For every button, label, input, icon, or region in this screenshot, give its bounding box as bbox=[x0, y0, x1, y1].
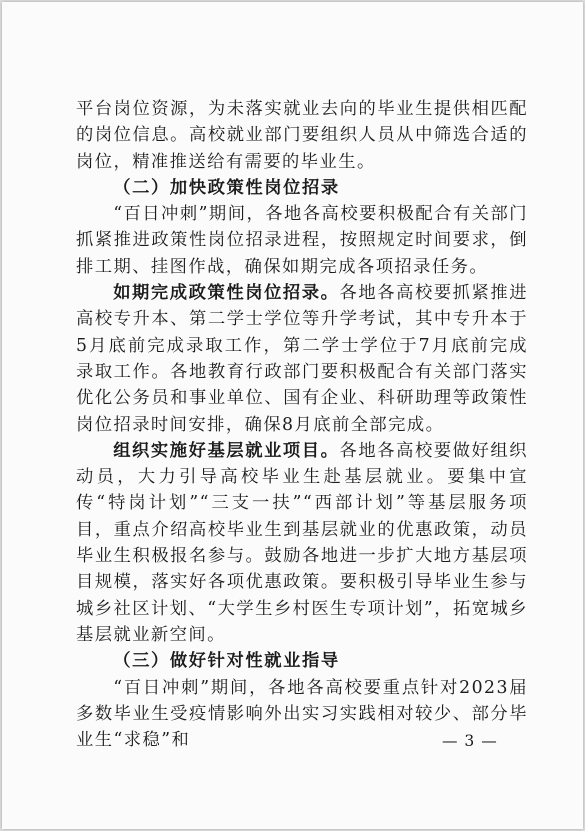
paragraph-continuation bbox=[76, 96, 528, 175]
section-heading-3 bbox=[76, 648, 528, 674]
paragraph-text: “百日冲刺”期间，各地各高校要重点针对2023届多数毕业生受疫情影响外出实习实践相对较少、部分毕业生“求稳”和 bbox=[76, 677, 528, 751]
document-page bbox=[2, 2, 583, 829]
heading-text: （二）加快政策性岗位招录 bbox=[113, 177, 340, 198]
paragraph-text: 平台岗位资源，为未落实就业去向的毕业生提供相匹配的岗位信息。高校就业部门要组织人员从中筛选合适的岗位，精准推送给有需要的毕业生。 bbox=[76, 99, 528, 172]
paragraph-section-2-intro bbox=[76, 201, 528, 280]
paragraph-text: 各地各高校要抓紧推进高校专升本、第二学士学位等升学考试，其中专升本于5月底前完成录取工作，第二学士学位于7月底前完成录取工作。各地教育行政部门要积极配合有关部门落实优化公务员和事业单位、国有企业、科研助理等政策性岗位招录时间安排，确保8月底前全部完成。 bbox=[76, 283, 528, 435]
paragraph-lead: 如期完成政策性岗位招录。 bbox=[113, 283, 340, 304]
paragraph-text: 各地各高校要做好组织动员，大力引导高校毕业生赴基层就业。要集中宣传“特岗计划”“三支一扶”“西部计划”等基层服务项目，重点介绍高校毕业生到基层就业的优惠政策，动员毕业生积极报名参与。鼓励各地进一步扩大地方基层项目规模，落实好各项优惠政策。要积极引导毕业生参与城乡社区计划、“大学生乡村医生专项计划”，拓宽城乡基层就业新空间。 bbox=[76, 440, 528, 645]
page-number: — 3 — bbox=[442, 732, 498, 750]
paragraph-lead: 组织实施好基层就业项目。 bbox=[113, 440, 340, 461]
paragraph-text: “百日冲刺”期间，各地各高校要积极配合有关部门抓紧推进政策性岗位招录进程，按照规定时间要求，倒排工期、挂图作战，确保如期完成各项招录任务。 bbox=[76, 204, 528, 277]
paragraph-grassroots-projects bbox=[76, 438, 528, 648]
paragraph-policy-recruitment bbox=[76, 280, 528, 438]
document-body bbox=[76, 96, 528, 753]
section-heading-2 bbox=[76, 175, 528, 201]
heading-text: （三）做好针对性就业指导 bbox=[113, 651, 340, 672]
